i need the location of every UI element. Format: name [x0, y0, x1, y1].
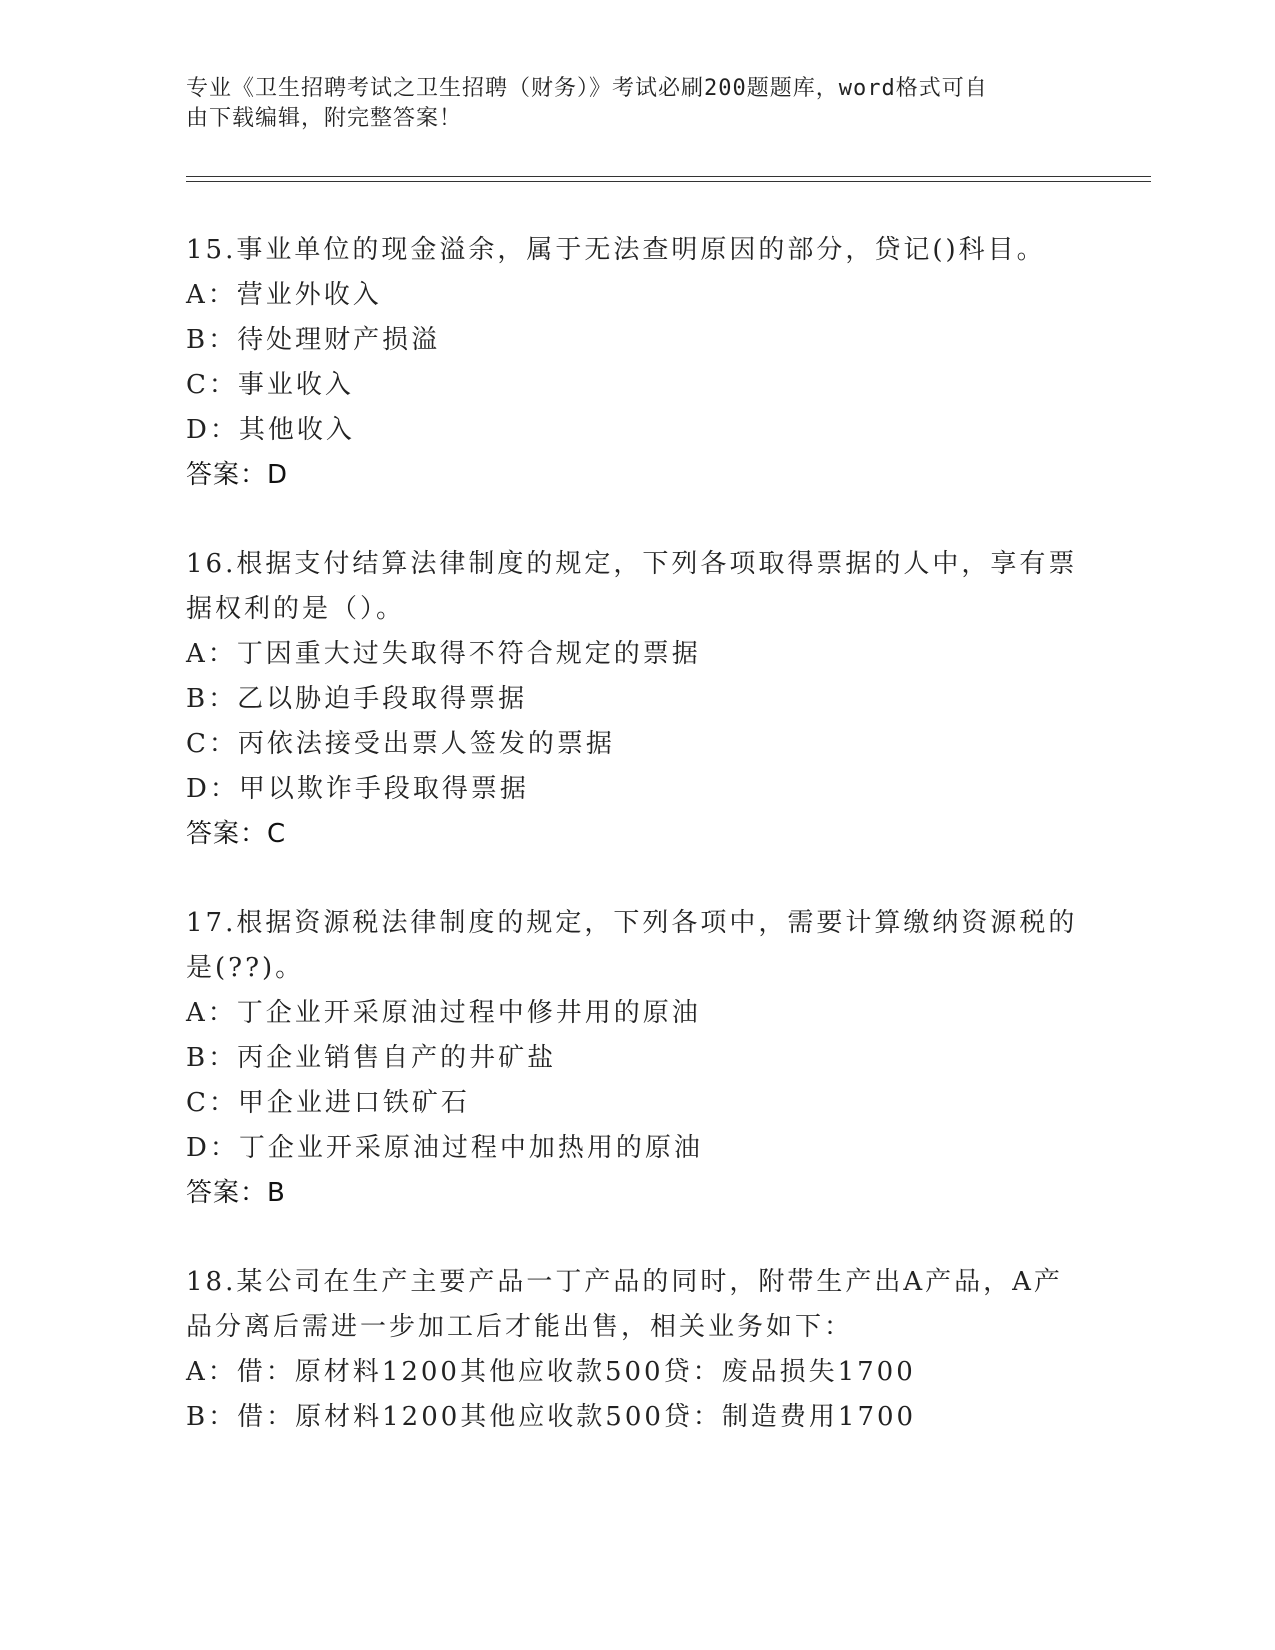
question-text-line-2: 据权利的是（）。 — [186, 594, 406, 624]
option-a: A：借：原材料1200其他应收款500贷：废品损失1700 — [186, 1357, 916, 1387]
option-b: B：待处理财产损溢 — [186, 325, 441, 355]
question-text: 15.事业单位的现金溢余，属于无法查明原因的部分，贷记()科目。 — [186, 235, 1046, 265]
question-17 — [186, 901, 1086, 1216]
question-text-line-1: 18.某公司在生产主要产品一丁产品的同时，附带生产出A产品，A产 — [186, 1267, 1063, 1297]
header-line-2: 由下载编辑，附完整答案！ — [186, 106, 463, 131]
answer-line: 答案：B — [186, 1178, 286, 1208]
question-15 — [186, 228, 1086, 498]
question-text-line-1: 17.根据资源税法律制度的规定，下列各项中，需要计算缴纳资源税的 — [186, 908, 1078, 938]
option-a: A：丁企业开采原油过程中修井用的原油 — [186, 998, 701, 1028]
question-list — [186, 228, 1086, 1484]
option-c: C：甲企业进口铁矿石 — [186, 1088, 470, 1118]
option-d: D：甲以欺诈手段取得票据 — [186, 774, 529, 804]
header-divider-bottom — [186, 181, 1151, 182]
option-d: D：其他收入 — [186, 415, 355, 445]
option-c: C：丙依法接受出票人签发的票据 — [186, 729, 615, 759]
question-18 — [186, 1260, 1086, 1440]
option-b: B：借：原材料1200其他应收款500贷：制造费用1700 — [186, 1402, 917, 1432]
question-text-line-2: 品分离后需进一步加工后才能出售，相关业务如下： — [186, 1312, 854, 1342]
option-c: C：事业收入 — [186, 370, 354, 400]
answer-line: 答案：D — [186, 460, 289, 490]
header-divider-top — [186, 176, 1151, 177]
question-16 — [186, 542, 1086, 857]
option-b: B：乙以胁迫手段取得票据 — [186, 684, 528, 714]
document-header — [186, 74, 1066, 134]
option-a: A：营业外收入 — [186, 280, 382, 310]
header-line-1: 专业《卫生招聘考试之卫生招聘（财务）》考试必刷200题题库，word格式可自 — [186, 76, 988, 101]
answer-line: 答案：C — [186, 819, 287, 849]
option-d: D：丁企业开采原油过程中加热用的原油 — [186, 1133, 703, 1163]
option-b: B：丙企业销售自产的井矿盐 — [186, 1043, 557, 1073]
question-text-line-2: 是(??)。 — [186, 953, 305, 983]
option-a: A：丁因重大过失取得不符合规定的票据 — [186, 639, 701, 669]
question-text-line-1: 16.根据支付结算法律制度的规定，下列各项取得票据的人中，享有票 — [186, 549, 1078, 579]
